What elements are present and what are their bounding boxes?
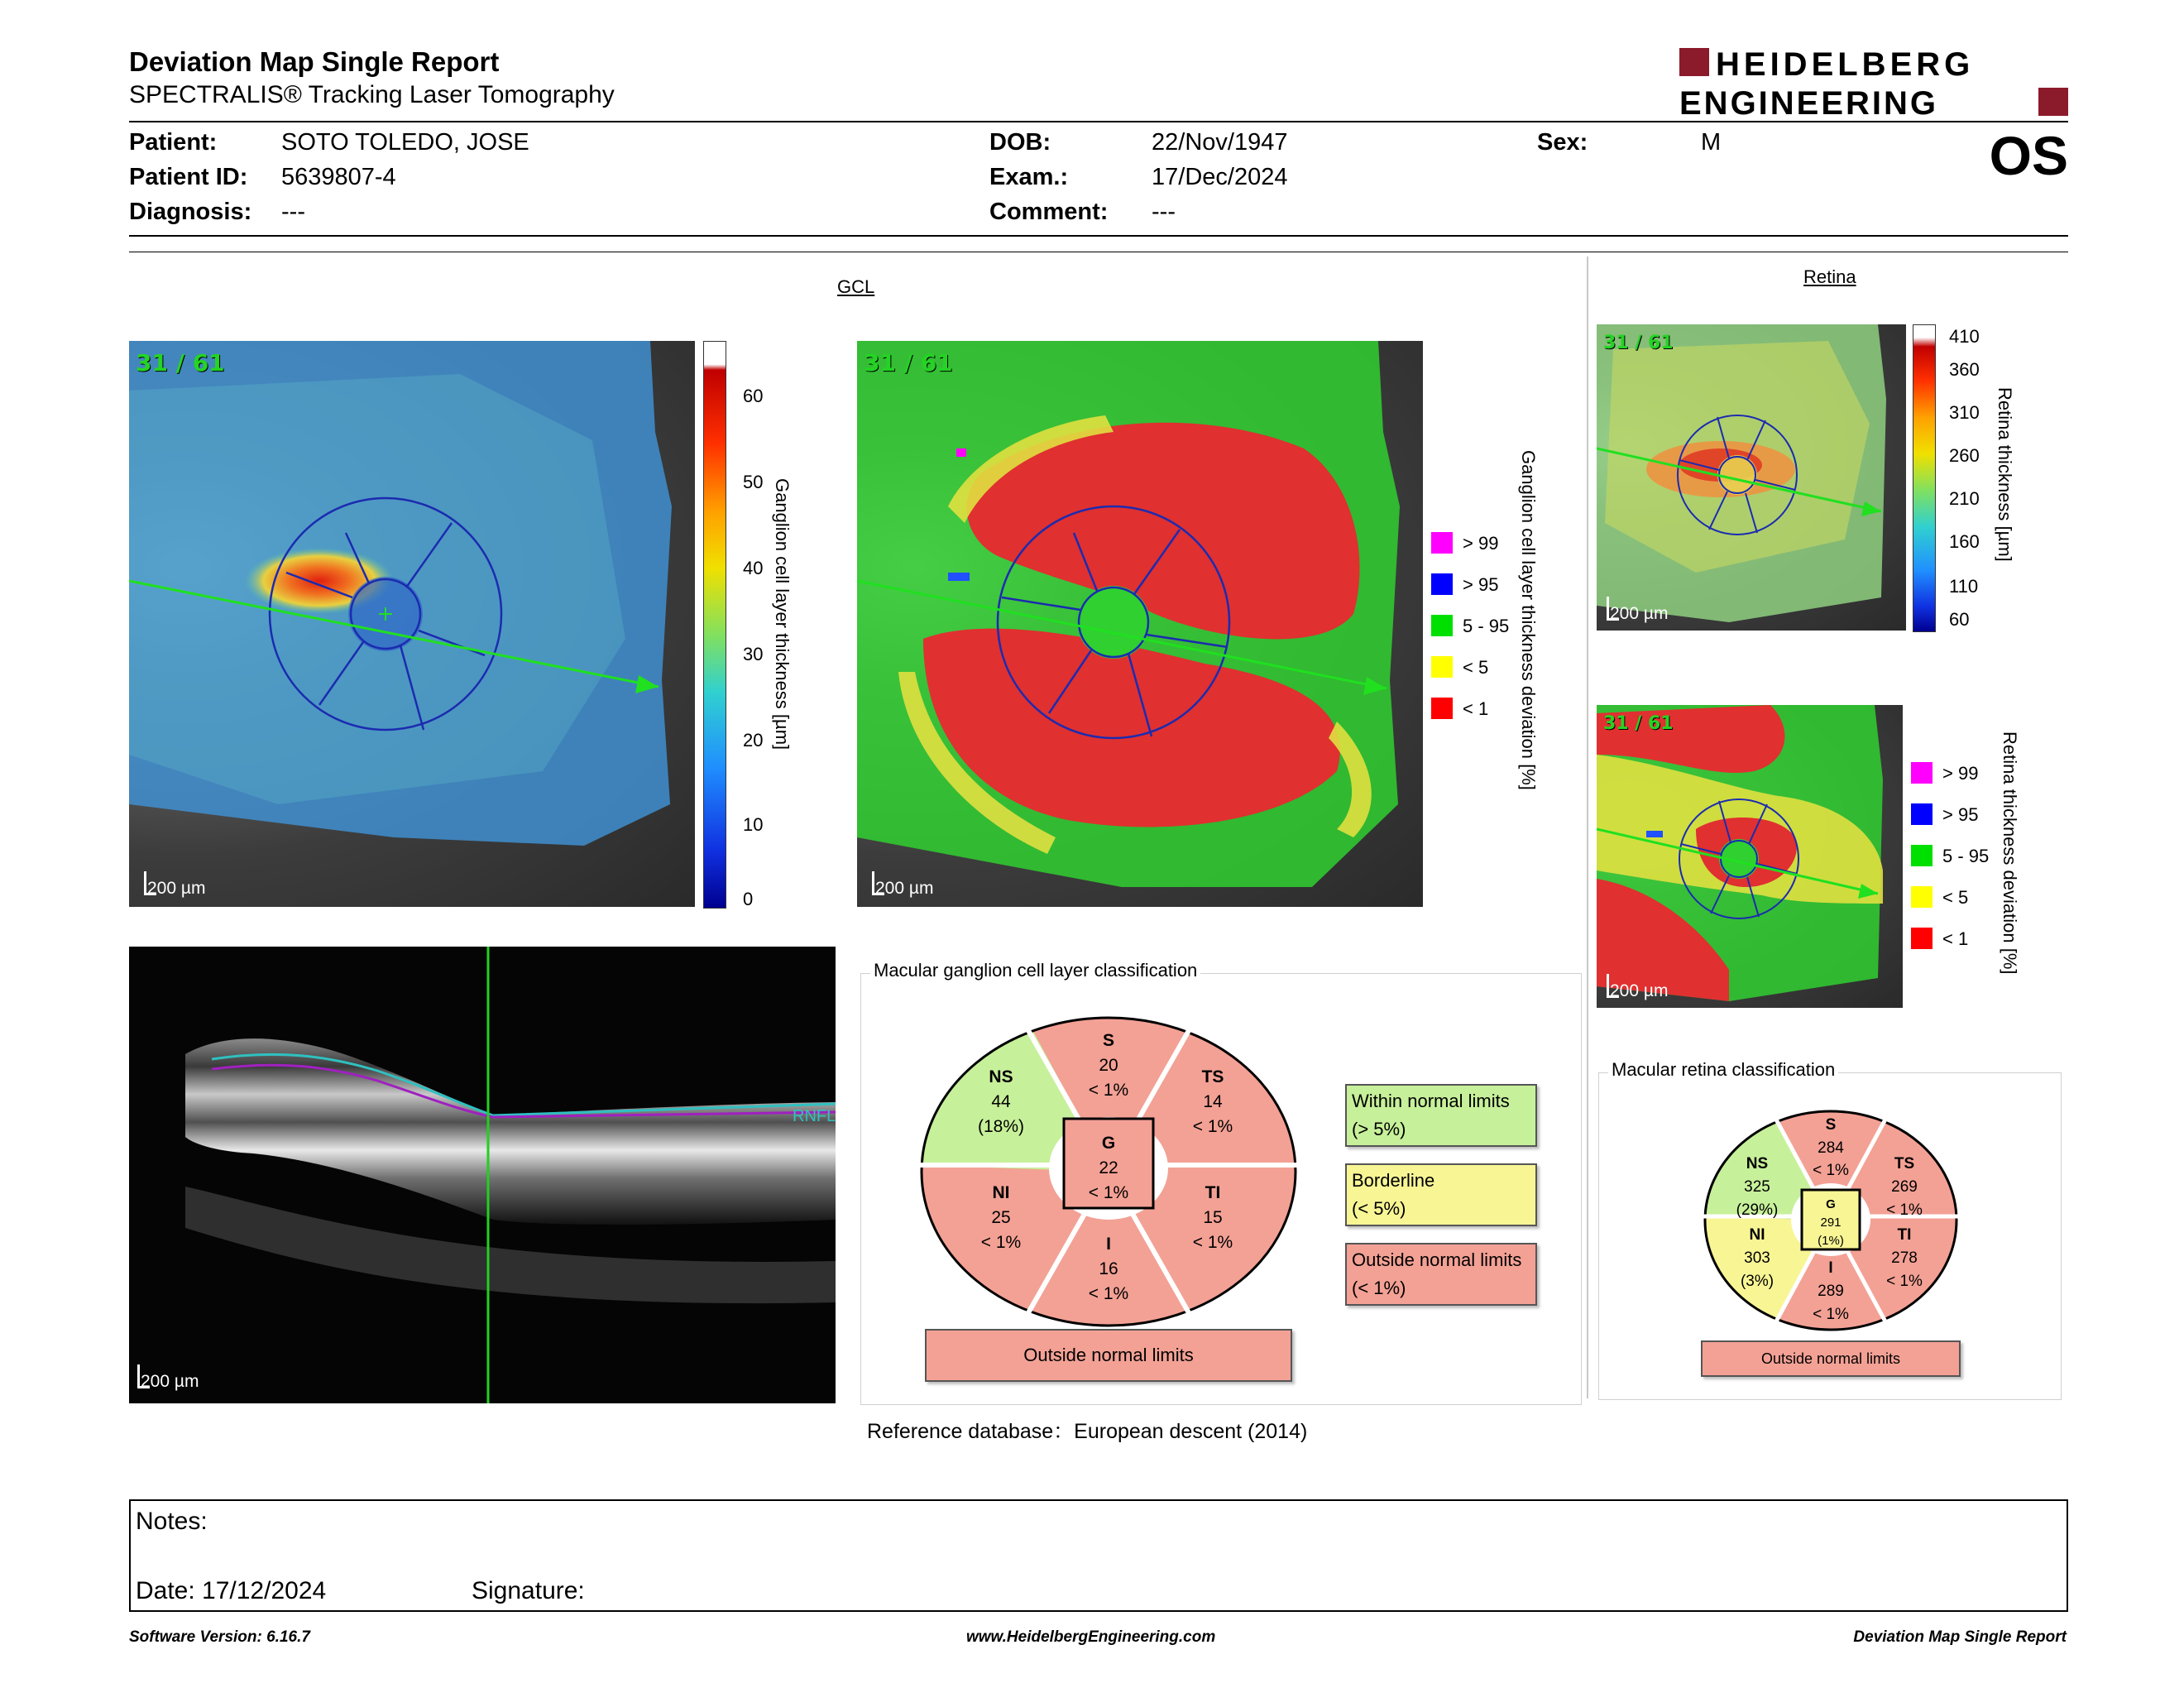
gcl-sector-i-name: I [1106, 1235, 1111, 1254]
gcl-sector-chart [918, 1014, 1299, 1329]
gcl-thickness-map [129, 341, 695, 907]
gcl-deviation-axis-label: Ganglion cell layer thickness deviation [%] [1518, 450, 1539, 790]
patient-id: 5639807-4 [281, 164, 396, 190]
exam-label: Exam.: [989, 164, 1069, 190]
key-within-normal-line2: (> 5%) [1352, 1119, 1406, 1139]
ret-sector-s-name: S [1825, 1116, 1837, 1134]
ret-sector-i-value: 289 [1818, 1283, 1844, 1300]
retina-sector-chart [1703, 1109, 1959, 1332]
gcl-sector-g-value: 22 [1099, 1158, 1118, 1177]
report-title: Deviation Map Single Report [129, 46, 500, 77]
gcl-sector-ts-pct: < 1% [1192, 1117, 1233, 1136]
retina-tick-360: 360 [1949, 359, 1980, 380]
gcl-tick-10: 10 [743, 814, 764, 835]
oct-bscan [129, 947, 836, 1403]
gcl-sector-s-name: S [1102, 1031, 1115, 1050]
rnfl-layer-tag: RNFL [793, 1107, 836, 1125]
gcl-legend-swatch-lt1 [1431, 698, 1453, 719]
gcl-legend-lt5: < 5 [1463, 657, 1489, 678]
diagnosis-value: --- [281, 199, 305, 225]
retina-tick-60: 60 [1949, 609, 1970, 630]
gcl-sector-ti-value: 15 [1203, 1208, 1223, 1227]
ret-sector-ns-name: NS [1746, 1155, 1769, 1172]
exam-value: 17/Dec/2024 [1152, 164, 1288, 190]
gcl-sector-i-value: 16 [1099, 1259, 1118, 1278]
key-outside-normal-line2: (< 1%) [1352, 1278, 1406, 1298]
retina-tick-310: 310 [1949, 402, 1980, 423]
retina-legend-gt95: > 95 [1942, 804, 1979, 825]
gcl-tick-0: 0 [743, 889, 754, 909]
gcl-sector-ns-value: 44 [991, 1092, 1011, 1111]
gcl-scan-badge: 31 / 61 [136, 349, 225, 376]
retina-legend-swatch-lt5 [1911, 886, 1933, 908]
gcl-sector-ti-pct: < 1% [1192, 1233, 1233, 1252]
retina-overall-result: Outside normal limits [1701, 1340, 1961, 1377]
patient-name: SOTO TOLEDO, JOSE [281, 129, 529, 156]
gcl-deviation-map [857, 341, 1423, 907]
retina-deviation-scale-label: 200 µm [1610, 981, 1669, 1000]
gcl-tick-40: 40 [743, 558, 764, 578]
key-within-normal-line1: Within normal limits [1352, 1091, 1510, 1111]
gcl-legend-swatch-gt99 [1431, 532, 1453, 554]
ret-sector-i-pct: < 1% [1813, 1306, 1849, 1323]
gcl-thickness-axis-label: Ganglion cell layer thickness [µm] [772, 478, 793, 750]
retina-tick-160: 160 [1949, 531, 1980, 552]
retina-thickness-colorbar [1913, 324, 1936, 632]
gcl-legend-swatch-5-95 [1431, 615, 1453, 636]
patient-label: Patient: [129, 129, 218, 156]
logo-line1: HEIDELBERG [1716, 46, 1975, 83]
gcl-sector-g-pct: < 1% [1088, 1183, 1129, 1202]
gcl-scale-label: 200 µm [147, 879, 206, 898]
gcl-sector-ts-value: 14 [1203, 1092, 1223, 1111]
retina-legend-swatch-lt1 [1911, 928, 1933, 949]
sex-value: M [1701, 129, 1722, 156]
ret-sector-ts-name: TS [1894, 1155, 1915, 1172]
heidelberg-logo [1679, 45, 2068, 119]
key-borderline-line2: (< 5%) [1352, 1198, 1406, 1219]
ret-sector-s-pct: < 1% [1813, 1162, 1849, 1179]
report-subtitle: SPECTRALIS® Tracking Laser Tomography [129, 81, 615, 108]
key-outside-normal-line1: Outside normal limits [1352, 1249, 1522, 1270]
dob-value: 22/Nov/1947 [1152, 129, 1288, 156]
notes-box[interactable] [129, 1499, 2068, 1612]
gcl-sector-i-pct: < 1% [1088, 1284, 1129, 1303]
retina-deviation-scan-badge: 31 / 61 [1603, 713, 1674, 734]
website: www.HeidelbergEngineering.com [966, 1628, 1216, 1646]
ret-sector-ns-value: 325 [1744, 1178, 1770, 1196]
sex-label: Sex: [1537, 129, 1588, 156]
gcl-legend-gt95: > 95 [1463, 574, 1499, 595]
gcl-legend-gt99: > 99 [1463, 533, 1499, 554]
retina-section-title: Retina [1803, 266, 1856, 287]
gcl-sector-ni-pct: < 1% [980, 1233, 1022, 1252]
gcl-legend-swatch-gt95 [1431, 573, 1453, 595]
ret-sector-ts-value: 269 [1891, 1178, 1918, 1196]
ret-sector-ti-name: TI [1897, 1226, 1912, 1244]
ret-sector-ni-value: 303 [1744, 1249, 1770, 1267]
comment-label: Comment: [989, 199, 1109, 225]
retina-tick-210: 210 [1949, 488, 1980, 509]
gcl-legend-lt1: < 1 [1463, 698, 1489, 719]
retina-tick-260: 260 [1949, 445, 1980, 466]
diagnosis-label: Diagnosis: [129, 199, 252, 225]
reference-database: Reference database：European descent (2014) [867, 1420, 1308, 1443]
ret-sector-g-pct: (1%) [1818, 1234, 1844, 1248]
retina-thickness-axis-label: Retina thickness [µm] [1995, 387, 2015, 562]
retina-deviation-axis-label: Retina thickness deviation [%] [2000, 731, 2020, 975]
key-borderline-line1: Borderline [1352, 1170, 1435, 1191]
ret-sector-g-value: 291 [1820, 1216, 1842, 1230]
retina-scale-label: 200 µm [1610, 604, 1669, 623]
ret-sector-ts-pct: < 1% [1886, 1201, 1923, 1219]
gcl-thickness-colorbar [703, 341, 726, 909]
ret-sector-s-value: 284 [1818, 1139, 1844, 1157]
dob-label: DOB: [989, 129, 1051, 156]
section-divider [1587, 257, 1588, 1398]
retina-legend-lt5: < 5 [1942, 887, 1969, 908]
bscan-scale-label: 200 µm [141, 1372, 199, 1391]
gcl-sector-ns-name: NS [989, 1067, 1013, 1086]
key-within-normal [1345, 1084, 1537, 1147]
retina-thickness-map [1597, 324, 1906, 631]
gcl-legend-5-95: 5 - 95 [1463, 616, 1510, 636]
ret-sector-ns-pct: (29%) [1736, 1201, 1779, 1219]
gcl-sector-ni-value: 25 [991, 1208, 1011, 1227]
ret-sector-g-name: G [1826, 1197, 1836, 1211]
gcl-sector-ts-name: TS [1201, 1067, 1224, 1086]
logo-line2: ENGINEERING [1679, 85, 1939, 119]
notes-date: Date: 17/12/2024 [136, 1577, 327, 1604]
gcl-tick-30: 30 [743, 644, 764, 664]
retina-legend-lt1: < 1 [1942, 928, 1969, 949]
notes-signature-label: Signature: [472, 1577, 585, 1604]
retina-legend-5-95: 5 - 95 [1942, 846, 1990, 866]
ret-sector-ni-pct: (3%) [1740, 1273, 1774, 1290]
gcl-sector-g-name: G [1101, 1134, 1116, 1153]
gcl-sector-ni-name: NI [992, 1183, 1010, 1202]
ret-sector-ti-value: 278 [1891, 1249, 1918, 1267]
gcl-legend-swatch-lt5 [1431, 656, 1453, 678]
retina-legend-gt99: > 99 [1942, 763, 1979, 784]
comment-value: --- [1152, 199, 1176, 225]
gcl-deviation-scan-badge: 31 / 61 [864, 349, 953, 376]
retina-classification-title: Macular retina classification [1608, 1059, 1838, 1081]
gcl-sector-ns-pct: (18%) [977, 1117, 1025, 1136]
gcl-section-title: GCL [837, 276, 875, 297]
retina-legend-swatch-gt99 [1911, 762, 1933, 784]
gcl-sector-s-pct: < 1% [1088, 1081, 1129, 1100]
gcl-overall-result: Outside normal limits [925, 1329, 1292, 1382]
retina-tick-410: 410 [1949, 326, 1980, 347]
retina-legend-swatch-gt95 [1911, 803, 1933, 825]
retina-legend-swatch-5-95 [1911, 845, 1933, 866]
retina-deviation-map [1597, 705, 1903, 1008]
software-version: Software Version: 6.16.7 [129, 1628, 310, 1646]
gcl-tick-20: 20 [743, 730, 764, 750]
ret-sector-ni-name: NI [1749, 1226, 1765, 1244]
key-outside-normal [1345, 1243, 1537, 1306]
ret-sector-i-name: I [1828, 1259, 1833, 1277]
gcl-sector-ti-name: TI [1205, 1183, 1221, 1202]
retina-scan-badge: 31 / 61 [1603, 333, 1674, 353]
ret-sector-ti-pct: < 1% [1886, 1273, 1923, 1290]
gcl-tick-50: 50 [743, 472, 764, 492]
patient-id-label: Patient ID: [129, 164, 248, 190]
footer-report-name: Deviation Map Single Report [1853, 1628, 2067, 1646]
gcl-sector-s-value: 20 [1099, 1056, 1118, 1075]
notes-label: Notes: [136, 1508, 208, 1535]
gcl-deviation-scale-label: 200 µm [875, 879, 934, 898]
retina-tick-110: 110 [1949, 576, 1979, 597]
gcl-tick-60: 60 [743, 386, 764, 406]
key-borderline [1345, 1163, 1537, 1226]
eye-indicator: OS [1989, 125, 2068, 186]
gcl-classification-title: Macular ganglion cell layer classification [870, 960, 1200, 981]
